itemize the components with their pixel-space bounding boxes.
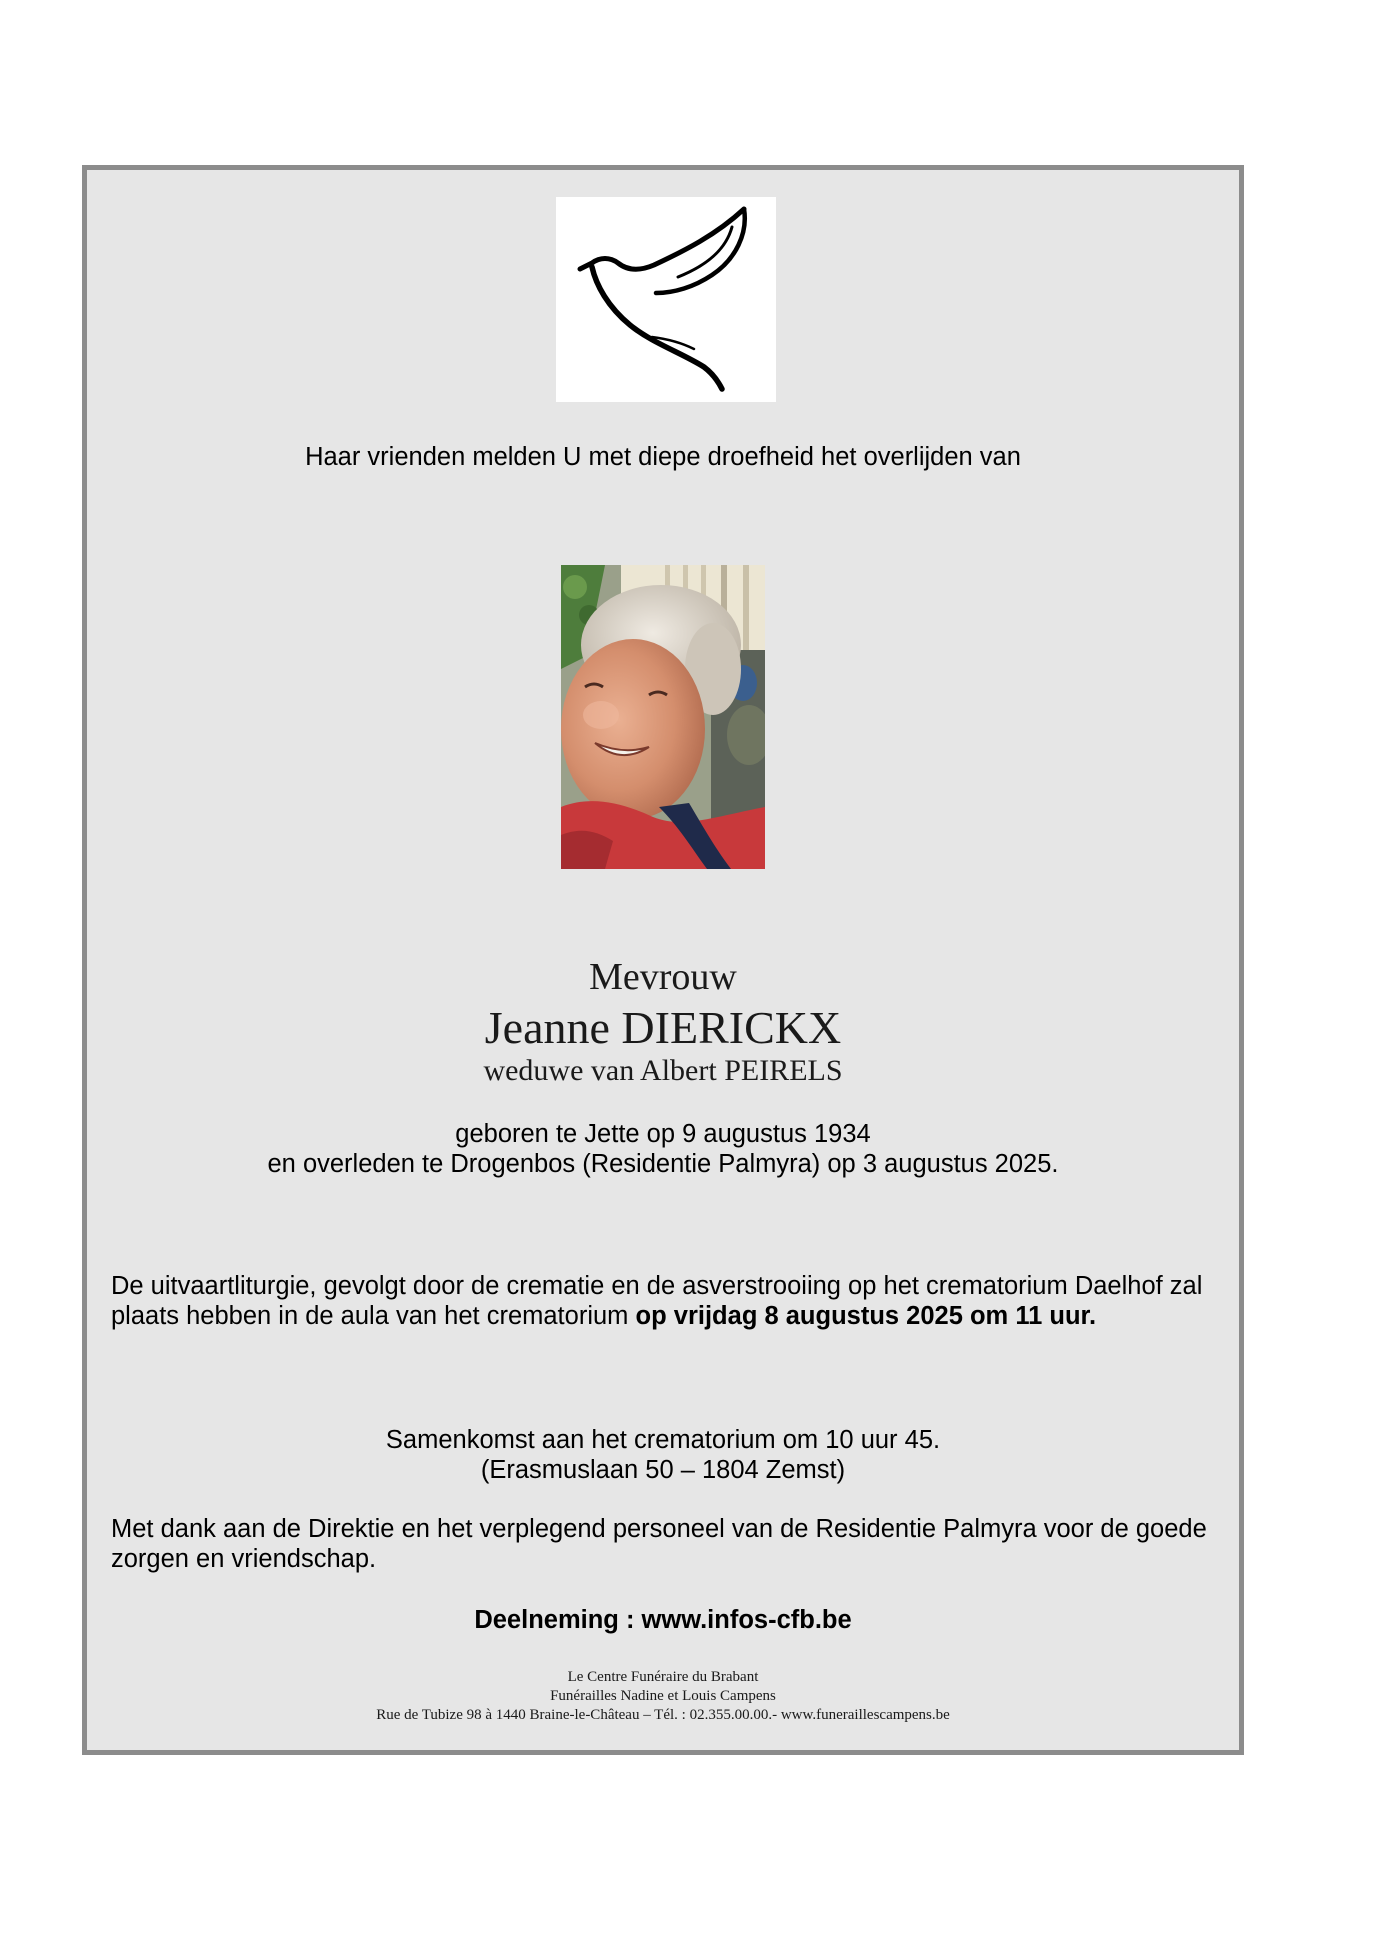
gathering-address: (Erasmuslaan 50 – 1804 Zemst) xyxy=(480,1456,846,1484)
footer-company: Le Centre Funéraire du Brabant xyxy=(567,1669,759,1685)
ceremony-line-1: De uitvaartliturgie, gevolgt door de crematie en de asverstrooiing op het crematorium Daelhof zal xyxy=(111,1272,1203,1300)
thanks-line-2: zorgen en vriendschap. xyxy=(111,1545,377,1573)
ceremony-date: op vrijdag 8 augustus 2025 om 11 uur. xyxy=(635,1302,1097,1330)
ceremony-place: plaats hebben in de aula van het crematorium xyxy=(111,1302,629,1330)
intro-text: Haar vrienden melden U met diepe droefheid het overlijden van xyxy=(305,443,1021,471)
birth-line: geboren te Jette op 9 augustus 1934 xyxy=(455,1120,871,1148)
death-line: en overleden te Drogenbos (Residentie Palmyra) op 3 augustus 2025. xyxy=(267,1150,1059,1178)
footer-address: Rue de Tubize 98 à 1440 Braine-le-Château – Tél. : 02.355.00.00.- www.funeraillescampens.be xyxy=(376,1707,950,1723)
dove-icon xyxy=(556,197,776,402)
gathering-time: Samenkomst aan het crematorium om 10 uur 45. xyxy=(385,1426,941,1454)
thanks-line-1: Met dank aan de Direktie en het verplegend personeel van de Residentie Palmyra voor de goede xyxy=(111,1515,1207,1543)
widow-of: weduwe van Albert PEIRELS xyxy=(483,1054,843,1087)
deceased-title: Mevrouw xyxy=(589,956,737,998)
condolences-link: Deelneming : www.infos-cfb.be xyxy=(474,1606,852,1634)
deceased-photo xyxy=(561,565,765,869)
deceased-name: Jeanne DIERICKX xyxy=(484,1002,842,1053)
ceremony-line-2 xyxy=(111,1301,1231,1331)
footer-funeral-home: Funérailles Nadine et Louis Campens xyxy=(550,1688,776,1704)
dove-emblem xyxy=(556,197,776,402)
